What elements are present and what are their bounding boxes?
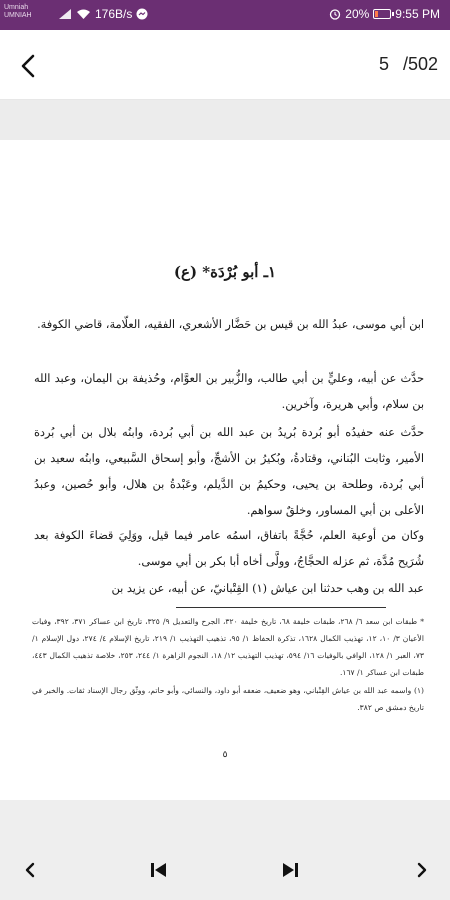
status-bar (0, 0, 450, 30)
page-number-mark: ٥ (222, 750, 228, 760)
paragraph: حدَّث عنه حفيدُه أبو بُردة بُريدُ بن عبد الله بن أبي بُردة، وابنُه بلال بن أبي بُردة الأمير، وثابت البُناني، وقتادةُ، وبُكيرُ بن الأشجِّ، وأبو إسحاق السَّبيعي، وابنُه سعيد بن أبي بُردة، وطلحة بن يحيى، وحكيمُ بن الدَّيلم، وعَبْدةُ بن هلال، وأبو حُصين، وعبدُ الأعلى بن أبي المساور، وخلقٌ سواهم. (34, 426, 424, 517)
footnote: * طبقات ابن سعد ٦/ ٢٦٨، طبقات خليفة ٦٨، تاريخ خليفة ٣٢٠، الجرح والتعديل ٩/ ٣٢٥، تاريخ ابن عساكر ٣٧١، ٣٩٢، وفيات الأعيان ٣/ ١٠، ١٢، تهذيب الكمال ١٦٢٨، تذكرة الحفاظ ١/ ٩٥، تذهيب التهذيب ١/ ٢١٩، تاريخ الإسلام ٤/ ٢٧٤، دول الإسلام ١/ ٧٣، العبر ١/ ١٢٨، الوافي بالوفيات ١٦/ ٥٩٤، تهذيب التهذيب ١٢/ ١٨، النجوم الزاهرة ١/ ٢٤٤، ٢٥٣، خلاصة تذهيب الكمال ٤٤٣، طبقات ابن عساكر ١/ ١٦٧. (32, 617, 424, 677)
battery-icon (373, 9, 391, 19)
skip-first-icon (145, 856, 173, 884)
last-page-button[interactable] (276, 856, 304, 884)
network-speed: 176B/s (95, 7, 133, 21)
chevron-left-icon (12, 50, 44, 82)
paragraph: وكان من أوعية العلم، حُجَّةً باتفاق، اسمُه عامر فيما قيل، ووَلِيَ قضاءَ الكوفة بعد شُرَيح مُدَّة، ثم عزله الحجَّاجُ، وولَّى أخاه أبا بكر بن أبي موسى. (34, 529, 424, 568)
book-page (0, 140, 450, 800)
footnotes (32, 613, 424, 717)
chevron-right-icon (408, 856, 436, 884)
bottom-navigation (0, 800, 450, 900)
first-page-button[interactable] (145, 856, 173, 884)
carrier-line-2: UMNIAH (4, 12, 32, 19)
battery-percent: 20% (345, 7, 370, 21)
footnote-divider (176, 607, 386, 608)
footnote: (١) واسمه عبد الله بن عياش القِتْباني، وهو ضعيف، ضعفه أبو داود، والنسائي، وأبو حاتم، ووثّق رجال الإسناد ثقات. والخبر في تاريخ دمشق ص ٣٨٢. (32, 686, 424, 712)
next-page-button[interactable] (408, 856, 436, 884)
previous-page-button[interactable] (16, 856, 44, 884)
status-left (58, 7, 148, 21)
signal-icon (58, 8, 72, 20)
carrier-label (4, 4, 32, 20)
alarm-icon (329, 8, 341, 20)
total-pages: /502 (402, 54, 438, 74)
entry-title: ١ـ أبو بُرْدَة* (ع) (173, 263, 277, 281)
messenger-icon (136, 8, 148, 20)
back-button[interactable] (12, 50, 44, 82)
chevron-left-icon (16, 856, 44, 884)
skip-last-icon (276, 856, 304, 884)
header-divider-band (0, 100, 450, 140)
status-right (329, 7, 440, 21)
clock: 9:55 PM (395, 7, 440, 21)
page-counter (379, 54, 438, 75)
paragraph: عبد الله بن وهب حدثنا ابن عياش (١) القِتْبانيّ، عن أبيه، عن يزيد بن (111, 582, 424, 595)
app-header (0, 30, 450, 100)
current-page: 5 (378, 54, 389, 74)
paragraph: حدَّث عن أبيه، وعليٍّ بن أبي طالب، والزُّبير بن العوَّام، وحُذيفة بن اليمان، وعبد الله بن سلام، وأبي هريرة، وآخرين. (34, 372, 424, 411)
wifi-icon (76, 8, 91, 20)
carrier-line-1: Umniah (4, 4, 29, 11)
paragraph: ابن أبي موسى، عبدُ الله بن قيس بن حَضَّار الأشعري، الفقيه، العلّامة، قاضي الكوفة. (37, 318, 424, 331)
